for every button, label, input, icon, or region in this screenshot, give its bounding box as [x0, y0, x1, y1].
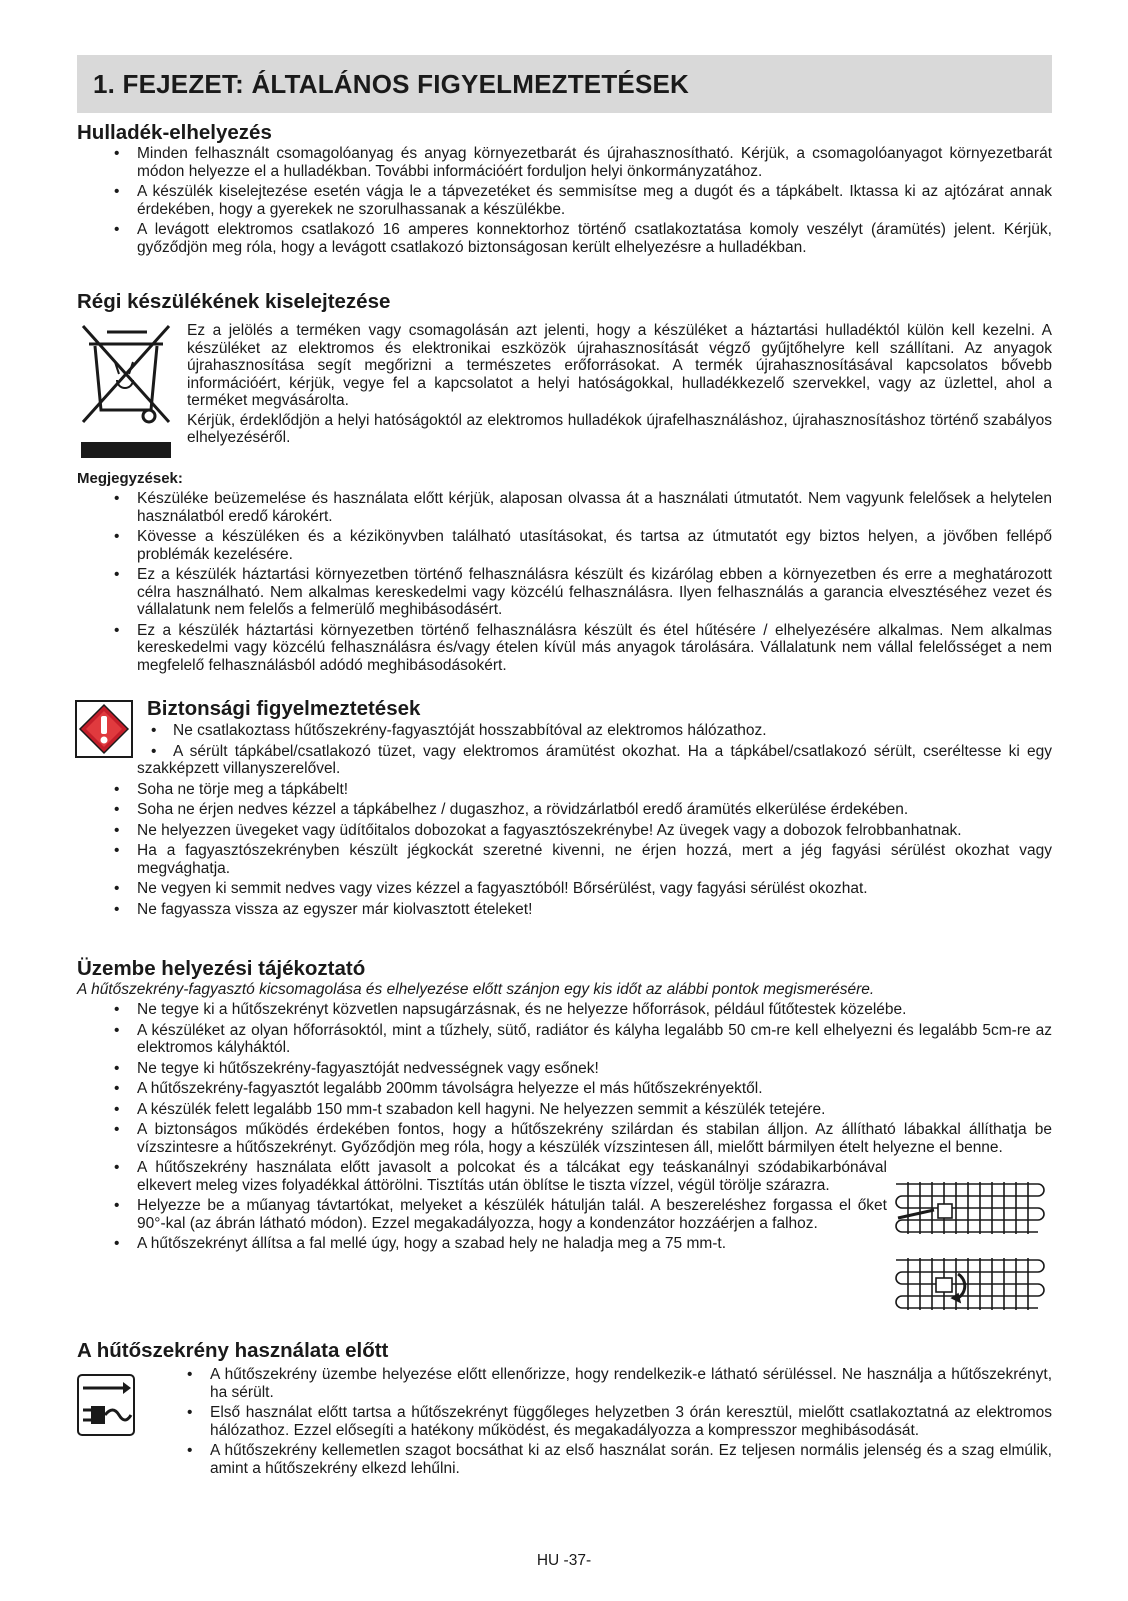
list-item: • A készülék felett legalább 150 mm-t szabadon kell hagyni. Ne helyezzen semmit a készülék tetejére. — [77, 1101, 1052, 1119]
notes-heading: Megjegyzések: — [77, 470, 183, 487]
before-use-heading: A hűtőszekrény használata előtt — [77, 1339, 389, 1362]
disposal-paragraph-2: Kérjük, érdeklődjön a helyi hatóságoktól az elektromos hulladékok újrafelhasználáshoz, újrahasznosításhoz történő szabályos elhelyezéséről. — [187, 411, 1052, 446]
list-item: • A sérült tápkábel/csatlakozó tüzet, vagy elektromos áramütést okozhat. Ha a tápkábel/csatlakozó sérült, cseréltesse ki egy szakképzett villanyszerelővel. — [137, 742, 1052, 777]
waste-heading: Hulladék-elhelyezés — [77, 121, 272, 144]
list-item: • A készüléket az olyan hőforrásoktól, mint a tűzhely, sütő, radiátor és kályha legalább 50 cm-re kell elhelyezni és legalább 5cm-re az elektromos kályháktól. — [77, 1022, 1052, 1057]
list-item: • Soha ne törje meg a tápkábelt! — [77, 781, 1052, 799]
notes-list — [77, 490, 1052, 674]
list-item: • Ne fagyassza vissza az egyszer már kiolvasztott ételeket! — [77, 901, 1052, 919]
list-item: • A hűtőszekrény üzembe helyezése előtt ellenőrizze, hogy rendelkezik-e látható sérüléssel. Ne használja a hűtőszekrényt, ha sérült. — [150, 1366, 1052, 1401]
before-use-heading-block — [77, 1339, 1052, 1363]
list-item: • A levágott elektromos csatlakozó 16 amperes konnektorhoz történő csatlakoztatása komoly veszélyt (áramütés) jelent. Kérjük, győződjön meg róla, hogy a levágott csatlakozó biztonságosan került elhelyezésre a hulladékban. — [77, 221, 1052, 256]
install-heading: Üzembe helyezési tájékoztató — [77, 957, 366, 980]
safety-heading-block — [147, 697, 1052, 721]
list-item: • Ez a készülék háztartási környezetben történő felhasználásra készült és kizárólag ebben a környezetben és erre a meghatározott célra használható. Nem alkalmas kereskedelmi vagy közcélú felhasználásra. Ilyen felhasználás a garancia elvesztéséhez vezet és vállalatunk nem felelős a felmerülő meghibásodásért. — [77, 566, 1052, 619]
list-item: • A biztonságos működés érdekében fontos, hogy a hűtőszekrény szilárdan és stabilan álljon. Az állítható lábakkal állíthatja be vízszintesre a hűtőszekrényt. Győződjön meg róla, hogy a készülék vízszintesen áll, mielőtt bármilyen ételt helyezne el benne. — [77, 1121, 1052, 1156]
list-item: • Ha a fagyasztószekrényben készült jégkockát szeretné kivenni, ne érjen hozzá, mert a jég fagyási sérülést okozhat vagy megvághatja. — [77, 842, 1052, 877]
list-item: • Ne csatlakoztass hűtőszekrény-fagyasztóját hosszabbítóval az elektromos hálózathoz. — [151, 722, 767, 739]
chapter-title: 1. FEJEZET: ÁLTALÁNOS FIGYELMEZTETÉSEK — [77, 55, 1052, 113]
condenser-spacer-figure — [888, 1178, 1052, 1323]
list-item: • Minden felhasznált csomagolóanyag és anyag környezetbarát és újrahasznosítható. Kérjük, a csomagolóanyagot környezetbarát módon helyezze el a hulladékban. További információért forduljon helyi önkormányzatához. — [77, 145, 1052, 180]
disposal-text — [187, 322, 1052, 447]
list-item: • Ne tegye ki a hűtőszekrényt közvetlen napsugárzásnak, és ne helyezze hőforrások, például fűtőtestek közelébe. — [77, 1001, 1052, 1019]
list-item: • A hűtőszekrényt állítsa a fal mellé úgy, hogy a szabad hely ne haladja meg a 75 mm-t. — [77, 1235, 1052, 1253]
list-item: • Készüléke beüzemelése és használata előtt kérjük, alaposan olvassa át a használati útmutatót. Nem vagyunk felelősek a helytelen használatból eredő károkért. — [77, 490, 1052, 525]
list-item: • Ne tegye ki hűtőszekrény-fagyasztóját nedvességnek vagy esőnek! — [77, 1060, 1052, 1078]
safety-heading: Biztonsági figyelmeztetések — [147, 697, 421, 720]
before-use-section — [150, 1366, 1052, 1480]
install-intro: A hűtőszekrény-fagyasztó kicsomagolása és elhelyezése előtt szánjon egy kis időt az alábbi pontok megismerésére. — [77, 981, 875, 998]
list-item: • A hűtőszekrény kellemetlen szagot bocsáthat ki az első használat során. Ez teljesen normális jelenség és a szag elmúlik, amint a hűtőszekrény elkezd lehűlni. — [150, 1442, 1052, 1477]
notes-section — [77, 470, 1052, 677]
list-item: • Ne helyezzen üvegeket vagy üdítőitalos dobozokat a fagyasztószekrénybe! Az üvegek vagy a dobozok felrobbanhatnak. — [77, 822, 1052, 840]
disposal-heading: Régi készülékének kiselejtezése — [77, 290, 391, 313]
before-use-list — [150, 1366, 1052, 1477]
list-item: • Soha ne érjen nedves kézzel a tápkábelhez / dugaszhoz, a rövidzárlatból eredő áramütés elkerülése érdekében. — [77, 801, 1052, 819]
safety-list — [77, 722, 1052, 918]
disposal-section — [77, 290, 1052, 314]
disposal-paragraph-1: Ez a jelölés a terméken vagy csomagolásán azt jelenti, hogy a készüléket a háztartási hulladéktól külön kell kezelni. A készüléket az elektromos és elektronikai eszközök újrahasznosítását végző gyűjtőhelyre kell szállítani. Az anyagok újrahasznosítása segít megőrizni a természetes erőforrásokat. A termék újrahasznosításával kapcsolatos bővebb információért, kérjük, vegye fel a kapcsolatot a helyi hatóságokkal, hulladékkezelő szervekkel, vagy az üzlettel, ahol a terméket megvásárolta. — [187, 322, 1052, 409]
page-number: HU -37- — [536, 1552, 592, 1569]
list-item: • Ez a készülék háztartási környezetben történő felhasználásra készült és étel hűtésére / elhelyezésére alkalmas. Nem alkalmas kereskedelmi vagy közcélú felhasználásra és/vagy ételen kívül más anyagok tárolására. Vállalatunk nem vállal felelősséget a nem megfelelő felhasználásból adódó meghibásodásokért. — [77, 622, 1052, 675]
waste-list — [77, 145, 1052, 256]
safety-section — [77, 722, 1052, 921]
plug-arrow-icon — [77, 1374, 135, 1441]
crossed-out-wheelie-bin-icon — [77, 322, 175, 469]
list-item: • A hűtőszekrény használata előtt javasolt a polcokat és a tálcákat egy teáskanálnyi szódabikarbónával elkevert meleg vizes folyadékkal áttörölni. Tisztítás után öblítse le tiszta vízzel, végül törölje szárazra. — [77, 1159, 887, 1194]
list-item: • Első használat előtt tartsa a hűtőszekrényt függőleges helyzetben 3 órán keresztül, mielőtt csatlakoztatná az elektromos hálózathoz. Ezzel elősegíti a hatékony működést, és megakadályozza a kompresszor meghibásodását. — [150, 1404, 1052, 1439]
waste-section — [77, 121, 1052, 259]
install-list — [77, 1001, 1052, 1156]
list-item: • Ne vegyen ki semmit nedves vagy vizes kézzel a fagyasztóból! Bőrsérülést, vagy fagyási sérülést okozhat. — [77, 880, 1052, 898]
list-item: • A hűtőszekrény-fagyasztót legalább 200mm távolságra helyezze el más hűtőszekrényektől. — [77, 1080, 1052, 1098]
list-item: • A készülék kiselejtezése esetén vágja le a tápvezetéket és semmisítse meg a dugót és a tápkábelt. Iktassa ki az ajtózárat annak érdekében, hogy a gyerekek ne szorulhassanak a készülékbe. — [77, 183, 1052, 218]
list-item: • Kövesse a készüléken és a kézikönyvben található utasításokat, és tartsa az útmutatót egy biztos helyen, a jövőben fellépő problémák kezelésére. — [77, 528, 1052, 563]
list-item: • Helyezze be a műanyag távtartókat, melyeket a készülék hátulján talál. A beszereléshez forgassa el őket 90°-kal (az ábrán látható módon). Ezzel megakadályozza, hogy a kondenzátor hozzáérjen a falhoz. — [77, 1197, 887, 1232]
install-narrow-list — [77, 1159, 887, 1232]
